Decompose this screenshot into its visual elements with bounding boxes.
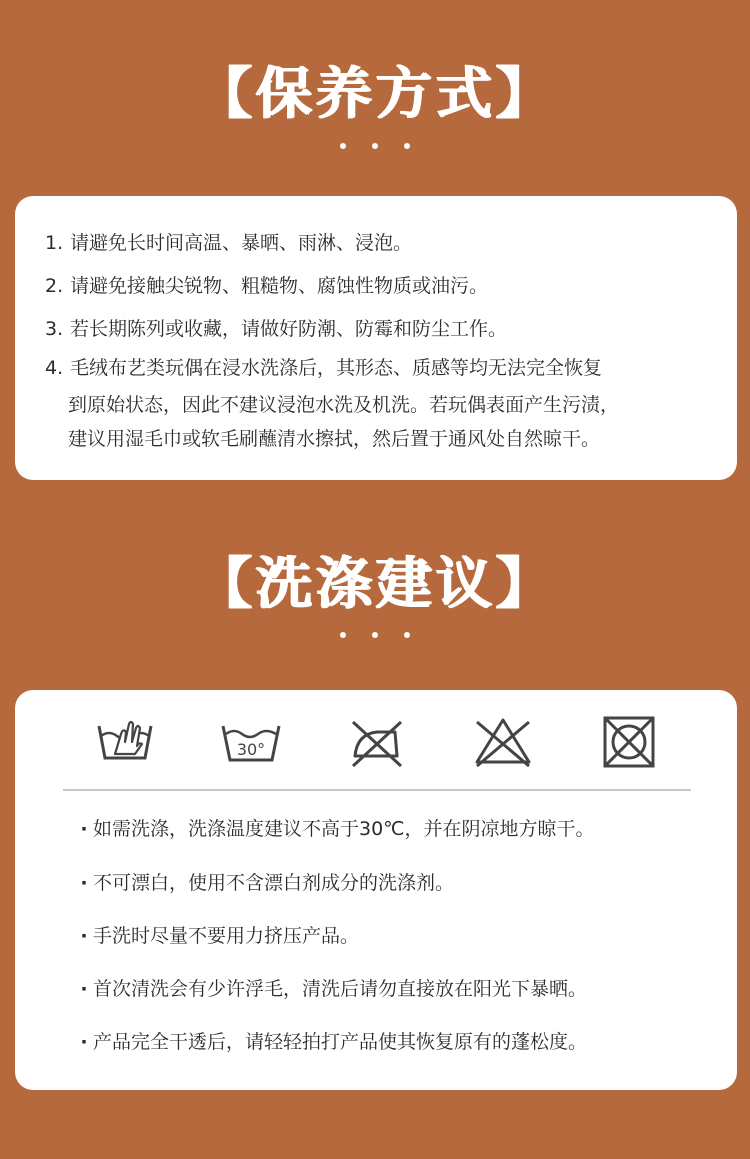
wash-tip: · 如需洗涤，洗涤温度建议不高于30℃，并在阴凉地方晾干。 [80, 818, 595, 840]
care-item-continuation: 到原始状态，因此不建议浸泡水洗及机洗。若玩偶表面产生污渍， [68, 394, 620, 416]
svg-text:30°: 30° [236, 740, 266, 759]
wash-tip: · 产品完全干透后，请轻轻拍打产品使其恢复原有的蓬松度。 [80, 1031, 588, 1053]
care-section-title: 【保养方式】 [195, 62, 555, 127]
care-item-continuation: 建议用湿毛巾或软毛刷蘸清水擦拭，然后置于通风处自然晾干。 [68, 428, 601, 450]
no-bleach-icon [473, 712, 533, 772]
wash-card [15, 690, 737, 1090]
no-tumble-dry-icon [599, 712, 659, 772]
wash-tip: · 不可漂白，使用不含漂白剂成分的洗涤剂。 [80, 872, 455, 894]
wash-tip: · 手洗时尽量不要用力挤压产品。 [80, 925, 360, 947]
wash-30-icon [221, 712, 281, 772]
no-iron-icon [347, 712, 407, 772]
care-item: 4. 毛绒布艺类玩偶在浸水洗涤后，其形态、质感等均无法完全恢复 [45, 357, 603, 379]
hand-wash-icon [95, 712, 155, 772]
wash-section-title: 【洗涤建议】 [195, 552, 555, 617]
care-item: 2. 请避免接触尖锐物、粗糙物、腐蚀性物质或油污。 [45, 275, 489, 297]
care-item: 1. 请避免长时间高温、暴晒、雨淋、浸泡。 [45, 232, 413, 254]
wash-title-dots [0, 632, 750, 638]
wash-tip: · 首次清洗会有少许浮毛，清洗后请勿直接放在阳光下暴晒。 [80, 978, 588, 1000]
care-item: 3. 若长期陈列或收藏，请做好防潮、防霉和防尘工作。 [45, 318, 508, 340]
care-card [15, 196, 737, 480]
care-title-dots [0, 143, 750, 149]
care-symbols-row [95, 712, 665, 772]
divider [63, 789, 691, 791]
